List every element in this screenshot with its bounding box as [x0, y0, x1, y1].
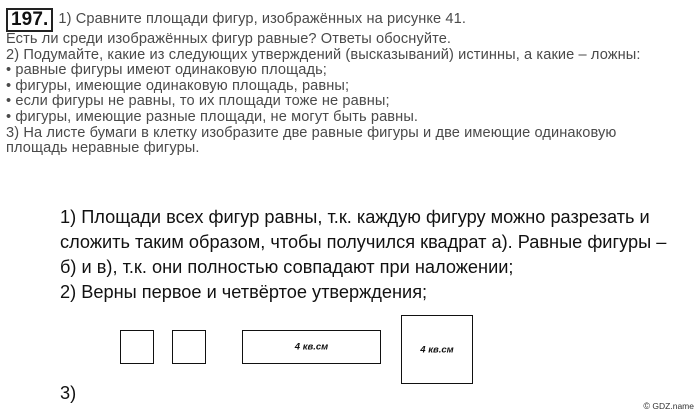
answer-text — [60, 205, 690, 305]
answer-part-3: 3) — [60, 383, 77, 403]
large-square-label: 4 кв.см — [420, 344, 454, 355]
answer-line-2: сложить таким образом, чтобы получился квадрат а). Равные фигуры – — [60, 232, 667, 252]
task-line-9: площадь неравные фигуры. — [6, 140, 200, 157]
watermark — [643, 401, 694, 411]
task-line-6: • если фигуры не равны, то их площади тоже не равны; — [6, 93, 390, 110]
task-line-3: 2) Подумайте, какие из следующих утверждений (высказываний) истинны, а какие – ложны: — [6, 46, 641, 63]
rectangle-figure — [242, 330, 381, 364]
task-line-2: Есть ли среди изображённых фигур равные? Ответы обоснуйте. — [6, 31, 452, 47]
rectangle-label: 4 кв.см — [294, 341, 329, 353]
small-square-1 — [120, 330, 154, 364]
answer-line-3: б) и в), т.к. они полностью совпадают при наложении; — [60, 257, 514, 277]
task-line-1: 197. 1) Сравните площади фигур, изображённых на рисунке 41. — [6, 8, 696, 32]
task-number: 197. — [6, 8, 53, 32]
large-square-figure — [401, 315, 473, 384]
copyright-icon: © — [643, 401, 651, 411]
watermark-text: GDZ.name — [652, 401, 694, 411]
task-line-5: • фигуры, имеющие одинаковую площадь, равны; — [6, 77, 350, 94]
answer-line-1: 1) Площади всех фигур равны, т.к. каждую фигуру можно разрезать и — [60, 207, 650, 227]
task-line-4: • равные фигуры имеют одинаковую площадь; — [6, 62, 327, 79]
small-square-2 — [172, 330, 206, 364]
task-line-8: 3) На листе бумаги в клетку изобразите две равные фигуры и две имеющие одинаковую — [6, 124, 617, 141]
task-line-7: • фигуры, имеющие разные площади, не могут быть равны. — [6, 108, 419, 125]
answer-line-4: 2) Верны первое и четвёртое утверждения; — [60, 282, 428, 302]
task-text — [6, 8, 696, 157]
